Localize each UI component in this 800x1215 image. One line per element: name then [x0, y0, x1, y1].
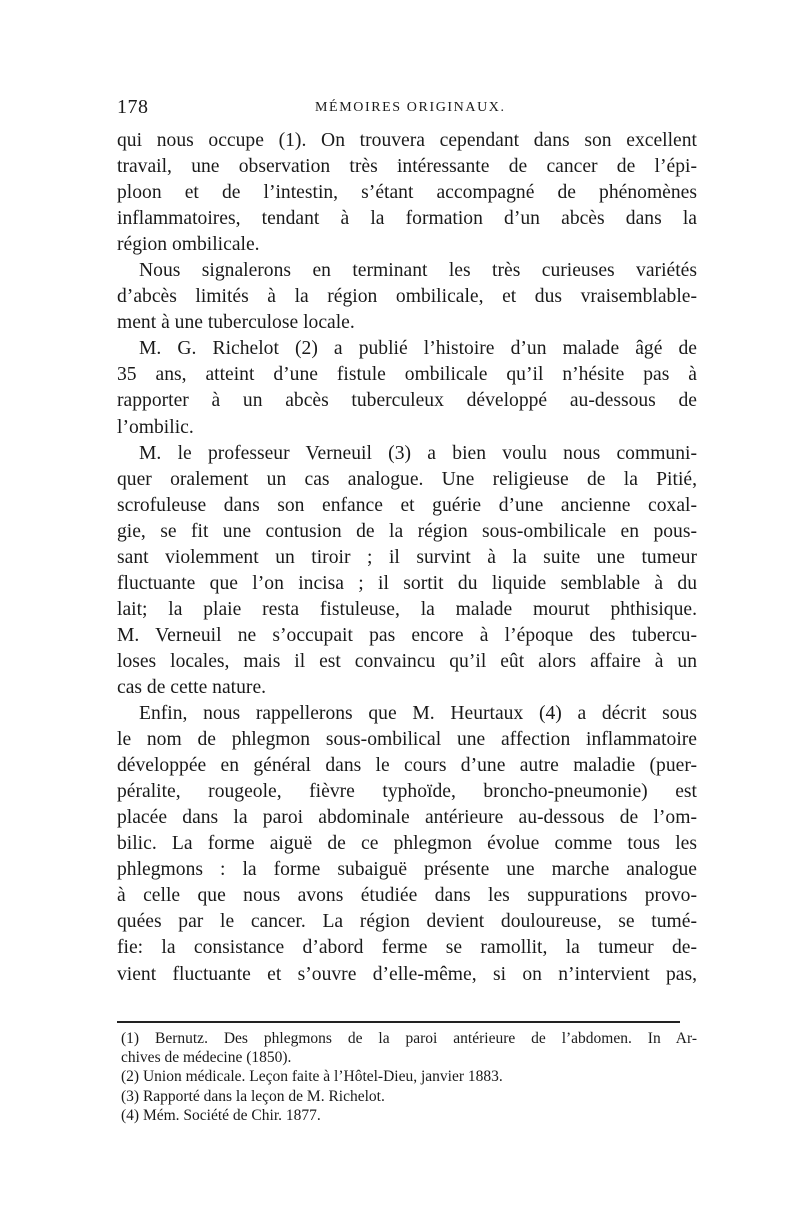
- text-line: à celle que nous avons étudiée dans les suppurations provo-: [117, 885, 697, 907]
- text-line: Enfin, nous rappellerons que M. Heurtaux (4) a décrit sous: [139, 703, 697, 725]
- text-line: cas de cette nature.: [117, 676, 267, 698]
- footnote-line: (3) Rapporté dans la leçon de M. Richelot.: [121, 1087, 385, 1105]
- text-line: loses locales, mais il est convaincu qu’il eût alors affaire à un: [117, 650, 697, 672]
- text-line: ploon et de l’intestin, s’étant accompagné de phénomènes: [117, 182, 697, 204]
- text-line: sant violemment un tiroir ; il survint à la suite une tumeur: [117, 546, 697, 568]
- page-number: 178: [117, 96, 149, 118]
- footnote-line: (1) Bernutz. Des phlegmons de la paroi antérieure de l’abdomen. In Ar-: [121, 1030, 697, 1047]
- text-line: région ombilicale.: [117, 234, 260, 256]
- running-title: MÉMOIRES ORIGINAUX.: [315, 100, 506, 115]
- footnote-line: (2) Union médicale. Leçon faite à l’Hôtel-Dieu, janvier 1883.: [121, 1068, 503, 1086]
- text-line: M. G. Richelot (2) a publié l’histoire d’un malade âgé de: [139, 338, 697, 360]
- text-line: M. le professeur Verneuil (3) a bien voulu nous communi-: [139, 442, 697, 464]
- text-line: vient fluctuante et s’ouvre d’elle-même, si on n’intervient pas,: [117, 963, 697, 985]
- text-line: 35 ans, atteint d’une fistule ombilicale qu’il n’hésite pas à: [117, 364, 697, 386]
- page-header: [117, 96, 697, 126]
- body-text: [117, 128, 697, 988]
- text-line: rapporter à un abcès tuberculeux développé au-dessous de: [117, 390, 697, 412]
- text-line: quées par le cancer. La région devient douloureuse, se tumé-: [117, 911, 697, 933]
- text-line: phlegmons : la forme subaiguë présente une marche analogue: [117, 859, 697, 881]
- footnotes: [117, 1029, 697, 1125]
- text-line: d’abcès limités à la région ombilicale, et dus vraisemblable-: [117, 286, 697, 308]
- text-line: inflammatoires, tendant à la formation d’un abcès dans la: [117, 208, 697, 230]
- text-line: fluctuante que l’on incisa ; il sortit du liquide semblable à du: [117, 572, 697, 594]
- text-line: bilic. La forme aiguë de ce phlegmon évolue comme tous les: [117, 833, 697, 855]
- text-line: péralite, rougeole, fièvre typhoïde, broncho-pneumonie) est: [117, 781, 697, 803]
- footnote-line: (4) Mém. Société de Chir. 1877.: [121, 1106, 321, 1124]
- text-line: gie, se fit une contusion de la région sous-ombilicale en pous-: [117, 520, 697, 542]
- text-line: qui nous occupe (1). On trouvera cependant dans son excellent: [117, 130, 697, 151]
- footnote-line: chives de médecine (1850).: [121, 1049, 292, 1067]
- text-line: placée dans la paroi abdominale antérieure au-dessous de l’om-: [117, 807, 697, 829]
- text-line: M. Verneuil ne s’occupait pas encore à l’époque des tubercu-: [117, 624, 697, 646]
- text-line: travail, une observation très intéressante de cancer de l’épi-: [117, 156, 697, 178]
- text-line: développée en général dans le cours d’une autre maladie (puer-: [117, 755, 697, 777]
- text-line: lait; la plaie resta fistuleuse, la malade mourut phthisique.: [117, 598, 697, 620]
- text-line: fie: la consistance d’abord ferme se ramollit, la tumeur de-: [117, 937, 697, 959]
- text-line: Nous signalerons en terminant les très curieuses variétés: [139, 260, 697, 282]
- text-line: ment à une tuberculose locale.: [117, 312, 355, 334]
- text-line: quer oralement un cas analogue. Une religieuse de la Pitié,: [117, 468, 697, 490]
- footnote-divider: [117, 1021, 680, 1023]
- text-line: l’ombilic.: [117, 416, 194, 438]
- text-line: le nom de phlegmon sous-ombilical une affection inflammatoire: [117, 729, 697, 751]
- text-line: scrofuleuse dans son enfance et guérie d’une ancienne coxal-: [117, 494, 697, 516]
